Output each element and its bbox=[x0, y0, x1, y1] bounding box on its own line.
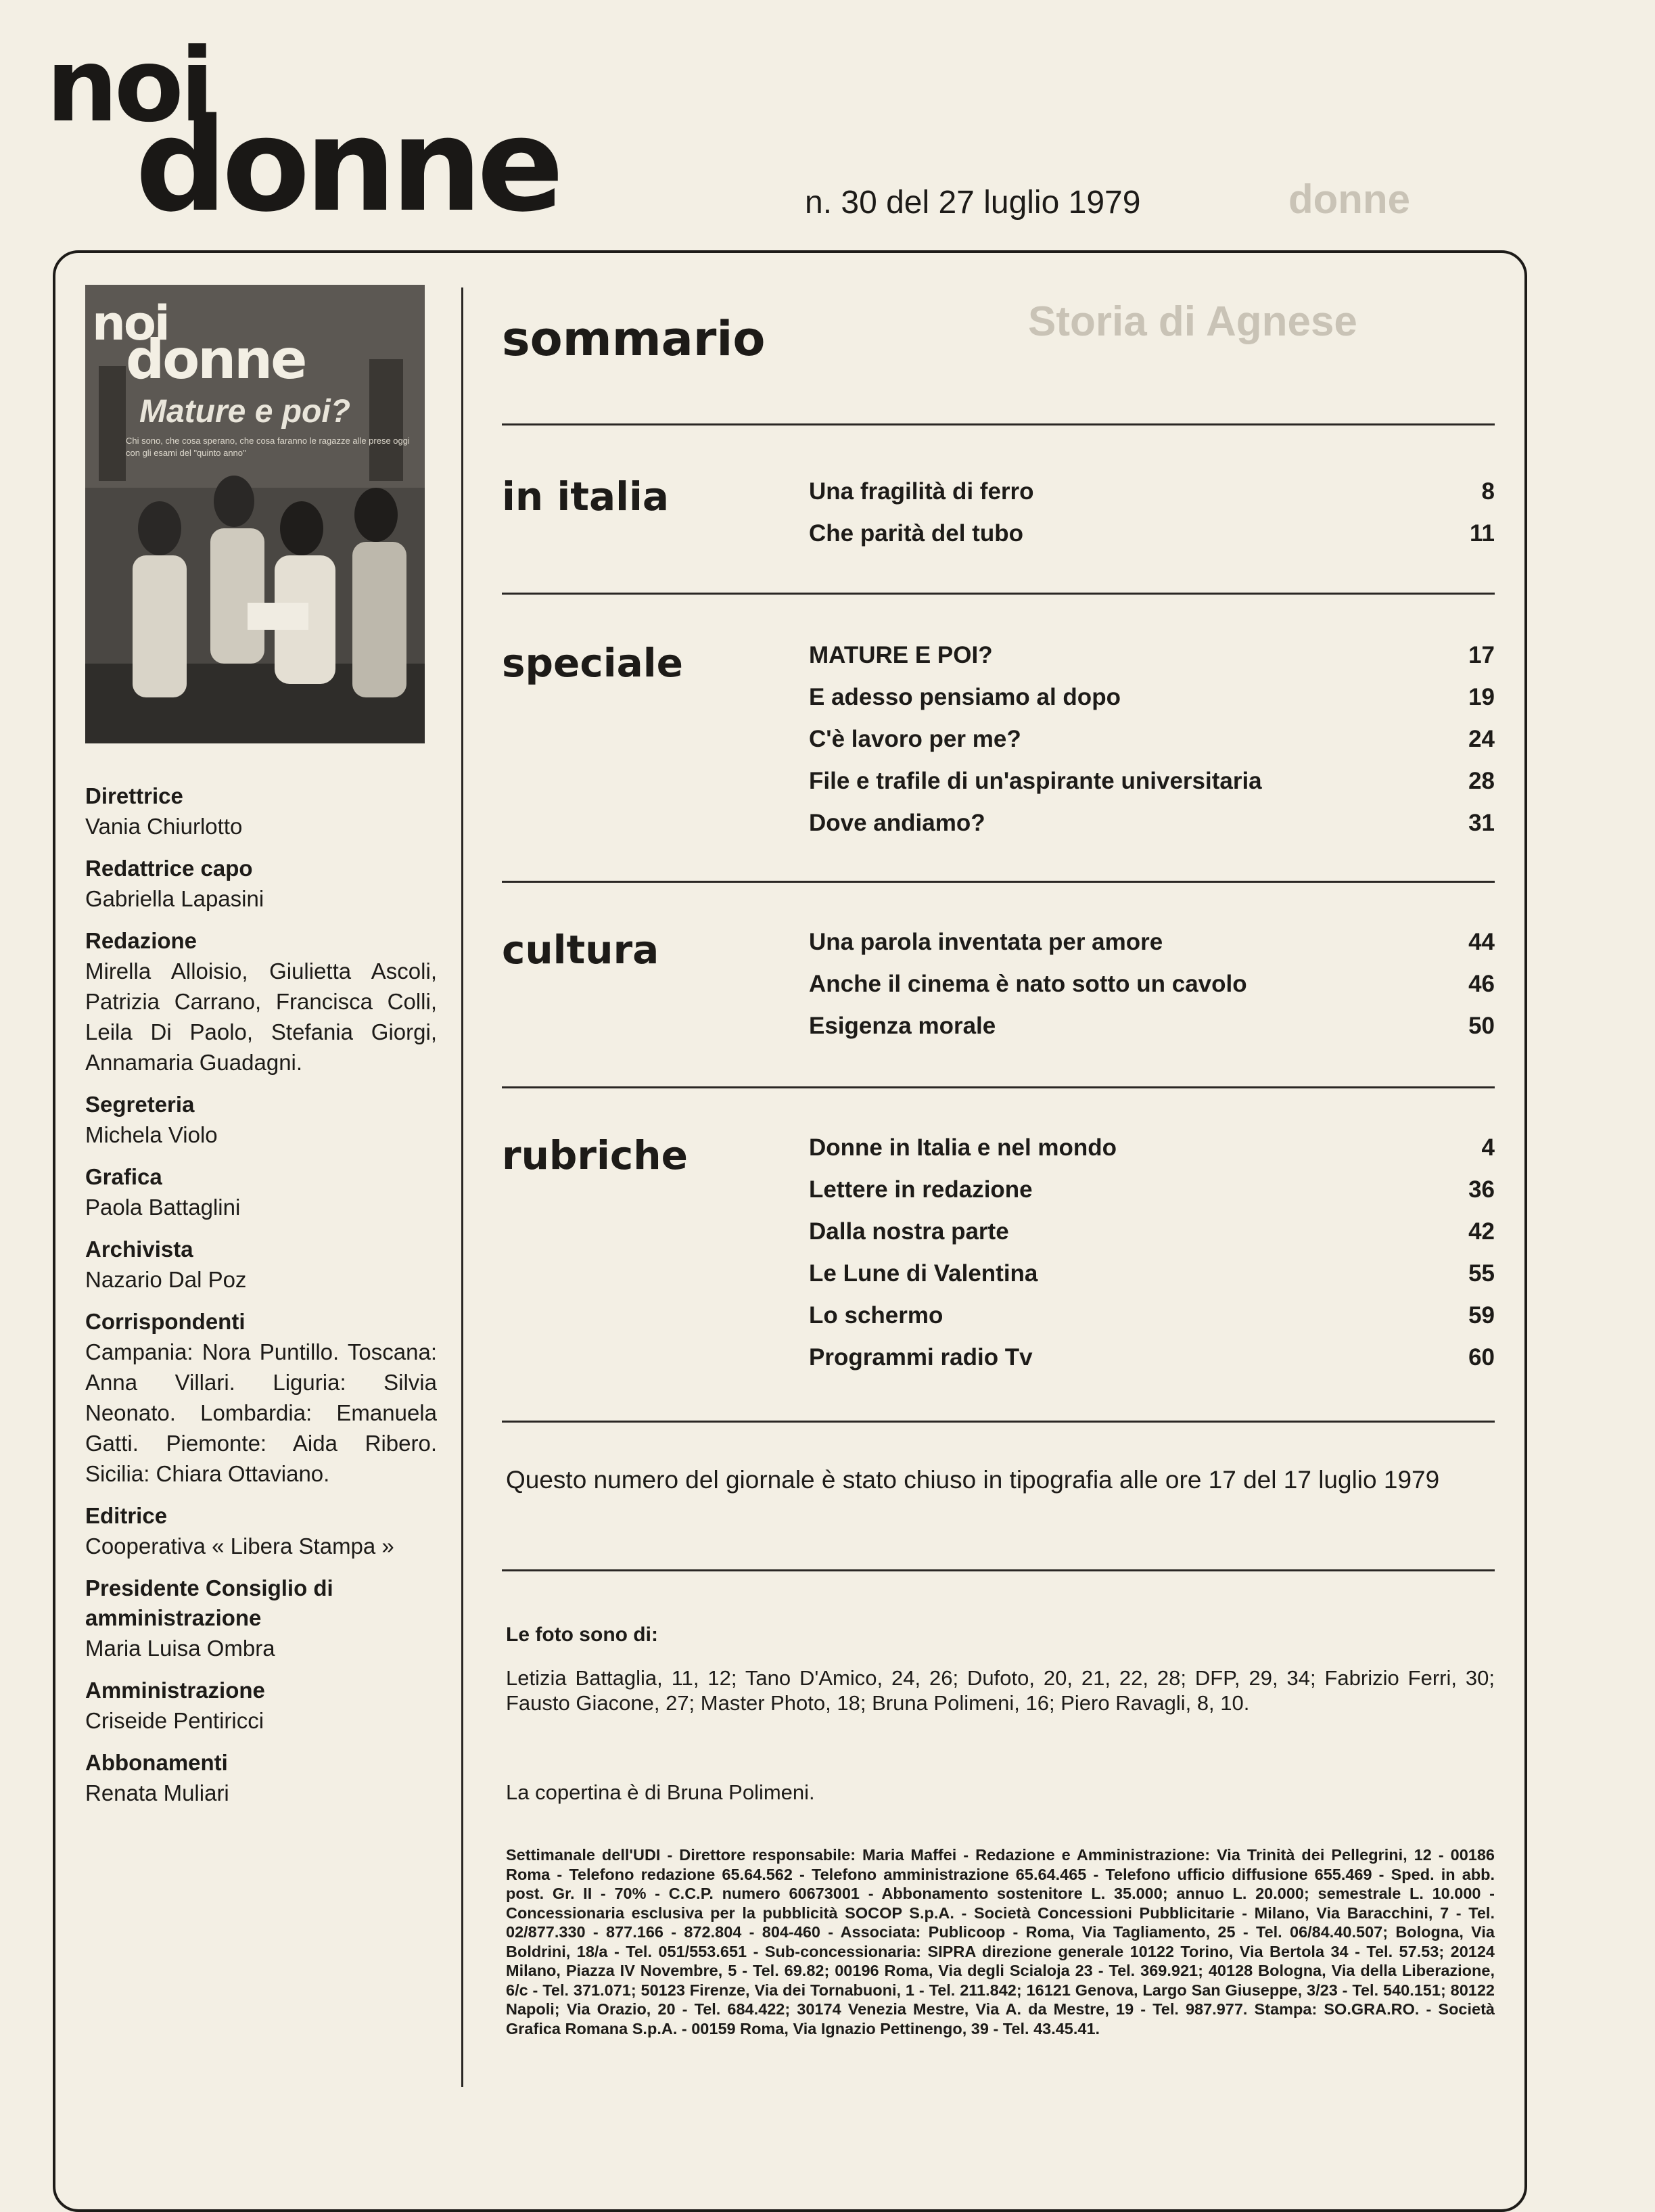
masthead-item bbox=[85, 1676, 437, 1736]
toc-entry-page: 17 bbox=[1468, 642, 1495, 668]
cover-headline: Mature e poi? bbox=[139, 394, 351, 430]
divider bbox=[502, 593, 1495, 595]
masthead-item bbox=[85, 1748, 437, 1808]
photo-credits-title: Le foto sono di: bbox=[506, 1623, 658, 1646]
section-name: cultura bbox=[502, 927, 659, 973]
masthead-item bbox=[85, 854, 437, 914]
divider bbox=[502, 423, 1495, 425]
logo-donne: donne bbox=[135, 91, 559, 240]
printing-note: Questo numero del giornale è stato chiuso in tipografia alle ore 17 del 17 luglio 1979 bbox=[506, 1466, 1440, 1494]
masthead-names: Paola Battaglini bbox=[85, 1195, 241, 1220]
masthead-role: Presidente Consiglio di amministrazione bbox=[85, 1575, 333, 1630]
masthead-item bbox=[85, 1573, 437, 1663]
masthead-role: Redazione bbox=[85, 928, 197, 953]
toc-entry[interactable] bbox=[809, 1169, 1495, 1211]
masthead-item bbox=[85, 926, 437, 1078]
section-name: speciale bbox=[502, 640, 683, 686]
cover-title-donne: donne bbox=[126, 328, 306, 391]
toc-entry[interactable] bbox=[809, 513, 1495, 555]
masthead-names: Criseide Pentiricci bbox=[85, 1708, 264, 1733]
masthead-role: Abbonamenti bbox=[85, 1750, 228, 1775]
masthead-role: Editrice bbox=[85, 1503, 168, 1528]
sommario-title: sommario bbox=[502, 311, 766, 367]
issue-line: n. 30 del 27 luglio 1979 bbox=[805, 185, 1141, 221]
toc-entry-title: E adesso pensiamo al dopo bbox=[809, 684, 1121, 710]
masthead-names: Nazario Dal Poz bbox=[85, 1267, 247, 1292]
toc-entry[interactable] bbox=[809, 1211, 1495, 1253]
toc-entry-page: 31 bbox=[1468, 810, 1495, 836]
toc-entry-title: Lo schermo bbox=[809, 1302, 943, 1329]
colophon: Settimanale dell'UDI - Direttore responsabile: Maria Maffei - Redazione e Amministrazione: Via Trinità dei Pellegrini, 12 - 00186 Roma - Telefono redazione 65.64.562 - Telefono amministrazione 65.64.465 - Telefono ufficio diffusione 655.469 - Sped. in abb. post. Gr. II - 70% - C.C.P. numero 60673001 - Abbonamento sostenitore L. 35.000; annuo L. 20.000; semestrale L. 10.000 - Concessionaria esclusiva per la pubblicità SOCOP S.p.A. - Società Concessioni Pubblicitarie - Milano, Via Baracchini, 7 - Tel. 02/877.330 - 877.166 - 872.804 - 804-460 - Associata: Publicoop - Roma, Via Tagliamento, 25 - Tel. 06/84.40.507; Bologna, Via Boldrini, 18/a - Tel. 051/553.651 - Sub-concessionaria: SIPRA direzione generale 10122 Torino, Via Bertola 34 - Tel. 57.53; 20124 Milano, Piazza IV Novembre, 5 - Tel. 69.82; 00196 Roma, Via degli Scialoja 23 - Tel. 369.921; 40128 Bologna, Via della Liberazione, 6/c - Tel. 371.071; 50123 Firenze, Via dei Tornabuoni, 1 - Tel. 211.842; 16121 Genova, Largo San Giuseppe, 3/23 - Tel. 540.151; 80122 Napoli; Via Orazio, 20 - Tel. 684.422; 30174 Venezia Mestre, Via A. da Mestre, 19 - Tel. 987.977. Stampa: SO.GRA.RO. - Società Grafica Romana S.p.A. - 00159 Roma, Via Ignazio Pettinengo, 39 - Tel. 43.45.41. bbox=[506, 1846, 1495, 2037]
toc-entry-title: Una fragilità di ferro bbox=[809, 478, 1034, 505]
toc-entry-title: Lettere in redazione bbox=[809, 1176, 1033, 1203]
masthead-item bbox=[85, 1090, 437, 1150]
cover-image bbox=[85, 285, 425, 743]
toc-entry[interactable] bbox=[809, 1127, 1495, 1169]
toc-entry-title: Donne in Italia e nel mondo bbox=[809, 1134, 1117, 1161]
toc-entry-page: 55 bbox=[1468, 1260, 1495, 1287]
toc-entry-page: 46 bbox=[1468, 971, 1495, 997]
masthead-names: Gabriella Lapasini bbox=[85, 886, 264, 911]
bleed-through-title: Storia di Agnese bbox=[1028, 298, 1357, 345]
masthead-names: Cooperativa « Libera Stampa » bbox=[85, 1534, 394, 1559]
masthead-item bbox=[85, 1235, 437, 1295]
toc-entry-page: 8 bbox=[1481, 478, 1495, 505]
toc-entry[interactable] bbox=[809, 802, 1495, 844]
divider bbox=[502, 881, 1495, 883]
toc-entry[interactable] bbox=[809, 1337, 1495, 1379]
toc-entry[interactable] bbox=[809, 963, 1495, 1005]
masthead-names: Mirella Alloisio, Giulietta Ascoli, Patrizia Carrano, Francisca Colli, Leila Di Paolo, Stefania Giorgi, Annamaria Guadagni. bbox=[85, 959, 437, 1075]
toc-entry[interactable] bbox=[809, 1253, 1495, 1295]
masthead-role: Direttrice bbox=[85, 783, 183, 808]
masthead bbox=[85, 781, 437, 1808]
toc-entry-page: 60 bbox=[1468, 1344, 1495, 1370]
toc-entry-title: File e trafile di un'aspirante universitaria bbox=[809, 768, 1262, 794]
masthead-role: Segreteria bbox=[85, 1092, 195, 1117]
masthead-role: Archivista bbox=[85, 1237, 193, 1262]
toc-entry-page: 50 bbox=[1468, 1013, 1495, 1039]
toc-entry[interactable] bbox=[809, 676, 1495, 718]
masthead-role: Grafica bbox=[85, 1164, 162, 1189]
masthead-item bbox=[85, 781, 437, 842]
toc-entry-page: 24 bbox=[1468, 726, 1495, 752]
toc-entry-page: 4 bbox=[1481, 1134, 1495, 1161]
divider bbox=[502, 1421, 1495, 1423]
toc-entry-title: Anche il cinema è nato sotto un cavolo bbox=[809, 971, 1247, 997]
cover-subline: Chi sono, che cosa sperano, che cosa faranno le ragazze alle prese oggi con gli esami del "quinto anno" bbox=[126, 436, 410, 458]
toc-entry-title: Esigenza morale bbox=[809, 1013, 996, 1039]
section-name: rubriche bbox=[502, 1132, 688, 1178]
column-divider bbox=[461, 287, 463, 2087]
toc-entry-page: 36 bbox=[1468, 1176, 1495, 1203]
toc-entry-page: 19 bbox=[1468, 684, 1495, 710]
masthead-item bbox=[85, 1307, 437, 1489]
cover-credit: La copertina è di Bruna Polimeni. bbox=[506, 1780, 815, 1804]
toc-entry[interactable] bbox=[809, 760, 1495, 802]
toc-entry-page: 28 bbox=[1468, 768, 1495, 794]
masthead-names: Campania: Nora Puntillo. Toscana: Anna Villari. Liguria: Silvia Neonato. Lombardia: Emanuela Gatti. Piemonte: Aida Ribero. Sicilia: Chiara Ottaviano. bbox=[85, 1339, 437, 1486]
toc-entry-title: MATURE E POI? bbox=[809, 642, 993, 668]
toc-entry-title: Una parola inventata per amore bbox=[809, 929, 1163, 955]
cover-title-noi: noi bbox=[92, 296, 168, 351]
divider bbox=[502, 1086, 1495, 1088]
masthead-names: Maria Luisa Ombra bbox=[85, 1636, 275, 1661]
masthead-role: Amministrazione bbox=[85, 1678, 265, 1703]
toc-entry[interactable] bbox=[809, 1295, 1495, 1337]
section-name: in italia bbox=[502, 474, 670, 520]
photo-credits-text: Letizia Battaglia, 11, 12; Tano D'Amico, 24, 26; Dufoto, 20, 21, 22, 28; DFP, 29, 34; Fabrizio Ferri, 30; Fausto Giacone, 27; Master Photo, 18; Bruna Polimeni, 16; Piero Ravagli, 8, 10. bbox=[506, 1666, 1495, 1715]
toc-entry-title: Dove andiamo? bbox=[809, 810, 985, 836]
toc-entry-title: Che parità del tubo bbox=[809, 520, 1023, 547]
toc-entry-title: C'è lavoro per me? bbox=[809, 726, 1021, 752]
divider bbox=[502, 1569, 1495, 1571]
masthead-item bbox=[85, 1162, 437, 1222]
masthead-names: Vania Chiurlotto bbox=[85, 814, 243, 839]
toc-entry-title: Programmi radio Tv bbox=[809, 1344, 1033, 1370]
masthead-names: Renata Muliari bbox=[85, 1780, 229, 1805]
logo-noi: noi bbox=[46, 27, 211, 145]
toc-entry-title: Dalla nostra parte bbox=[809, 1218, 1009, 1245]
toc-entry-page: 59 bbox=[1468, 1302, 1495, 1329]
masthead-names: Michela Violo bbox=[85, 1122, 218, 1147]
toc-entry[interactable] bbox=[809, 921, 1495, 963]
toc-entry-page: 11 bbox=[1470, 520, 1495, 547]
toc-entry[interactable] bbox=[809, 718, 1495, 760]
toc-entry[interactable] bbox=[809, 1005, 1495, 1047]
toc-entry-page: 42 bbox=[1468, 1218, 1495, 1245]
toc-entry-title: Le Lune di Valentina bbox=[809, 1260, 1038, 1287]
masthead-role: Redattrice capo bbox=[85, 856, 253, 881]
toc-entry-page: 44 bbox=[1468, 929, 1495, 955]
toc-entry[interactable] bbox=[809, 635, 1495, 676]
masthead-role: Corrispondenti bbox=[85, 1309, 246, 1334]
toc-entry[interactable] bbox=[809, 471, 1495, 513]
masthead-item bbox=[85, 1501, 437, 1561]
bleed-through-heading: donne bbox=[1288, 177, 1410, 222]
